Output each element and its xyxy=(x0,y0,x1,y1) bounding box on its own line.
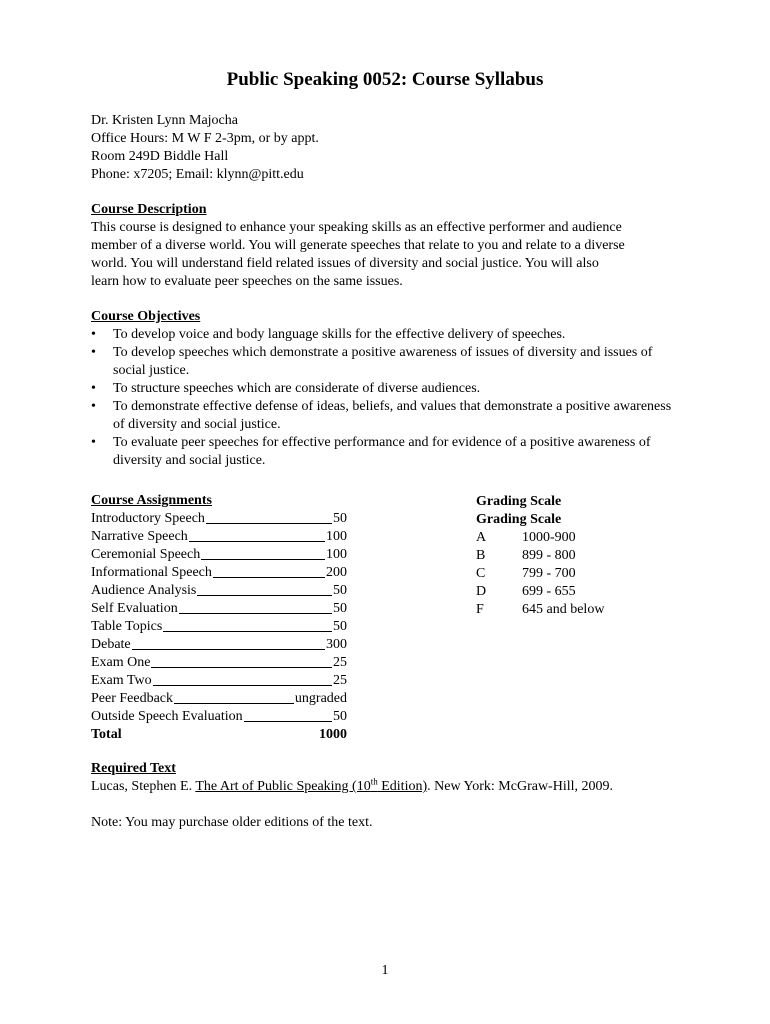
grade-letter: B xyxy=(476,548,486,563)
bullet-icon: • xyxy=(91,327,96,342)
assignment-name: Exam Two xyxy=(91,673,152,688)
objective-text: To structure speeches which are considerate of diverse audiences. xyxy=(113,381,481,396)
description-line: learn how to evaluate peer speeches on the same issues. xyxy=(91,274,403,289)
course-assignments xyxy=(91,492,361,744)
assignment-name: Peer Feedback xyxy=(91,691,174,706)
course-objectives xyxy=(91,308,691,470)
bullet-icon: • xyxy=(91,345,96,360)
required-text-heading: Required Text xyxy=(91,761,176,776)
assignment-points: 300 xyxy=(326,637,347,652)
bullet-icon: • xyxy=(91,435,96,450)
assignment-points: 100 xyxy=(326,529,347,544)
assignment-points: 25 xyxy=(333,655,347,670)
textbook-author: Lucas, Stephen E. xyxy=(91,779,196,794)
assignment-points: 50 xyxy=(333,619,347,634)
grading-scale-heading: Grading Scale xyxy=(476,494,562,509)
objective-text: To develop voice and body language skills for the effective delivery of speeches. xyxy=(113,327,566,342)
description-line: member of a diverse world. You will generate speeches that relate to you and relate to a diverse xyxy=(91,238,625,253)
assignment-row xyxy=(91,636,347,654)
total-points: 1000 xyxy=(319,727,347,742)
assignment-row xyxy=(91,582,347,600)
assignment-row xyxy=(91,546,347,564)
course-assignments-heading: Course Assignments xyxy=(91,493,212,508)
assignment-points: 50 xyxy=(333,511,347,526)
assignment-row xyxy=(91,600,347,618)
office-hours: Office Hours: M W F 2-3pm, or by appt. xyxy=(91,131,319,146)
note-section xyxy=(91,814,691,832)
textbook-edition-text: Edition) xyxy=(377,779,428,794)
assignment-points: 50 xyxy=(333,601,347,616)
assignment-row xyxy=(91,564,347,582)
textbook-title-text: The Art of Public Speaking (10 xyxy=(195,779,371,794)
objective-item xyxy=(91,344,683,380)
page-title: Public Speaking 0052: Course Syllabus xyxy=(226,69,544,90)
assignment-name: Exam One xyxy=(91,655,151,670)
course-objectives-heading: Course Objectives xyxy=(91,309,201,324)
objective-text: To demonstrate effective defense of ideas, beliefs, and values that demonstrate a positive awareness of diversity and social justice. xyxy=(113,399,672,432)
objective-item xyxy=(91,380,683,398)
assignment-name: Ceremonial Speech xyxy=(91,547,201,562)
grade-letter: A xyxy=(476,530,487,545)
assignment-row xyxy=(91,528,347,546)
objectives-list xyxy=(91,326,691,470)
instructor-name: Dr. Kristen Lynn Majocha xyxy=(91,113,238,128)
grade-letter: F xyxy=(476,602,484,617)
grade-range: 645 and below xyxy=(522,602,605,617)
assignment-row xyxy=(91,708,347,726)
assignment-row xyxy=(91,690,347,708)
grade-range: 699 - 655 xyxy=(522,584,576,599)
required-text xyxy=(91,760,711,796)
grading-scale-subheading: Grading Scale xyxy=(476,512,562,527)
assignment-row xyxy=(91,618,347,636)
textbook-citation xyxy=(91,778,711,796)
office-room: Room 249D Biddle Hall xyxy=(91,149,229,164)
assignment-points: 200 xyxy=(326,565,347,580)
instructor-info xyxy=(91,112,691,184)
objective-text: To evaluate peer speeches for effective performance and for evidence of a positive awareness of diversity and social justice. xyxy=(113,435,651,468)
assignment-name: Informational Speech xyxy=(91,565,212,580)
assignment-row xyxy=(91,510,347,528)
grade-row xyxy=(476,547,676,565)
objective-item xyxy=(91,398,683,434)
assignment-row xyxy=(91,654,347,672)
grade-range: 799 - 700 xyxy=(522,566,576,581)
assignment-total-row xyxy=(91,726,347,744)
bullet-icon: • xyxy=(91,399,96,414)
textbook-title xyxy=(195,776,428,794)
course-description-heading: Course Description xyxy=(91,202,207,217)
grade-row xyxy=(476,601,676,619)
bullet-icon: • xyxy=(91,381,96,396)
assignment-points: 50 xyxy=(333,709,347,724)
assignment-name: Audience Analysis xyxy=(91,583,197,598)
grade-row xyxy=(476,583,676,601)
assignment-name: Debate xyxy=(91,637,131,652)
grade-letter: C xyxy=(476,566,486,581)
assignment-name: Outside Speech Evaluation xyxy=(91,709,243,724)
description-line: This course is designed to enhance your speaking skills as an effective performer and audience xyxy=(91,220,622,235)
assignment-name: Narrative Speech xyxy=(91,529,188,544)
grade-letter: D xyxy=(476,584,487,599)
assignment-points: 50 xyxy=(333,583,347,598)
assignment-name: Introductory Speech xyxy=(91,511,205,526)
objective-item xyxy=(91,434,683,470)
edition-superscript: th xyxy=(370,776,378,787)
note-text: Note: You may purchase older editions of the text. xyxy=(91,815,373,830)
course-description xyxy=(91,201,691,291)
assignment-name: Table Topics xyxy=(91,619,163,634)
objective-text: To develop speeches which demonstrate a positive awareness of issues of diversity and issues of social justice. xyxy=(113,345,653,378)
assignment-points: 25 xyxy=(333,673,347,688)
assignment-points: 100 xyxy=(326,547,347,562)
grade-range: 899 - 800 xyxy=(522,548,576,563)
textbook-publisher: . New York: McGraw-Hill, 2009. xyxy=(427,779,614,794)
assignment-points: ungraded xyxy=(294,691,347,706)
grade-range: 1000-900 xyxy=(522,530,576,545)
objective-item xyxy=(91,326,683,344)
assignment-name: Self Evaluation xyxy=(91,601,178,616)
page-number: 1 xyxy=(381,963,389,978)
grade-row xyxy=(476,529,676,547)
description-line: world. You will understand field related issues of diversity and social justice. You will also xyxy=(91,256,599,271)
contact-info: Phone: x7205; Email: klynn@pitt.edu xyxy=(91,167,304,182)
grading-scale xyxy=(476,493,676,619)
assignment-row xyxy=(91,672,347,690)
total-label: Total xyxy=(91,727,122,742)
grade-row xyxy=(476,565,676,583)
